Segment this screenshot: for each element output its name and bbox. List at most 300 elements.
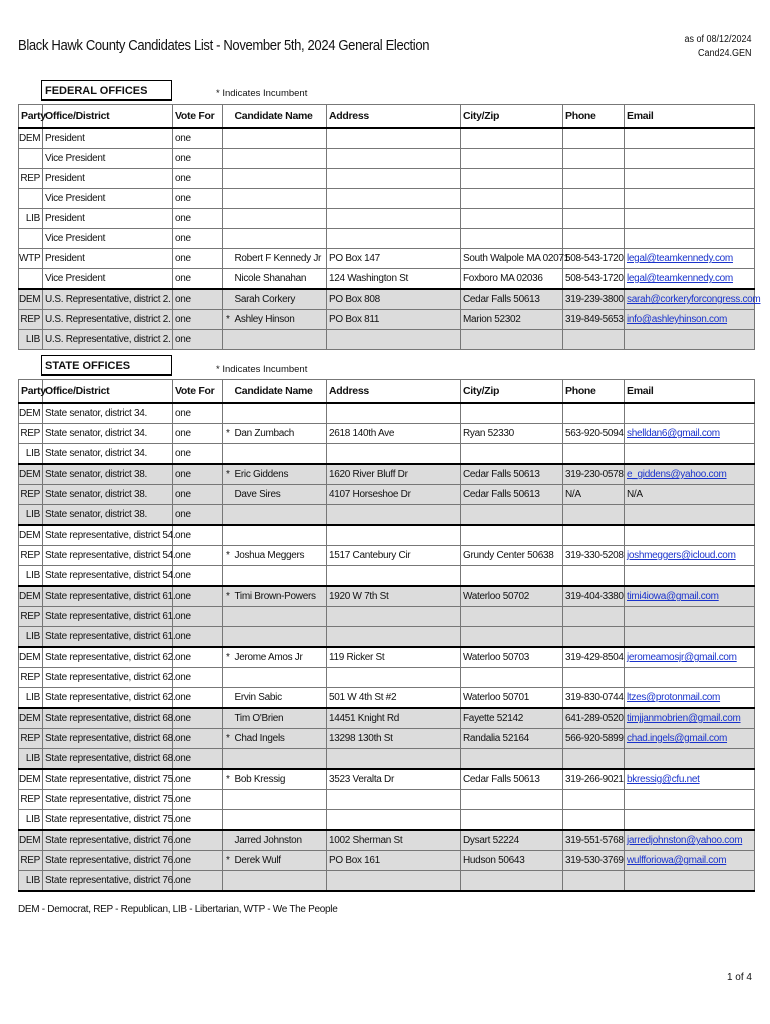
row-party: LIB — [19, 566, 43, 587]
row-candidate-name — [233, 444, 327, 465]
row-vote-for: one — [173, 269, 223, 290]
row-email — [625, 586, 755, 607]
row-office: Vice President — [43, 189, 173, 209]
row-candidate-name: Jarred Johnston — [233, 830, 327, 851]
table-row — [19, 566, 755, 587]
row-address: 119 Ricker St — [327, 647, 461, 668]
row-party — [19, 189, 43, 209]
col-office: Office/District — [43, 380, 173, 404]
row-incumbent-marker — [223, 830, 233, 851]
row-office: State senator, district 38. — [43, 464, 173, 485]
row-phone — [563, 749, 625, 770]
row-party: LIB — [19, 688, 43, 709]
page-number: 1 of 4 — [726, 972, 752, 983]
email-link[interactable]: wulfforiowa@gmail.com — [627, 855, 727, 866]
row-incumbent-marker — [223, 627, 233, 648]
row-candidate-name: Ervin Sabic — [233, 688, 327, 709]
row-vote-for: one — [173, 851, 223, 871]
row-phone: 508-543-1720 — [563, 249, 625, 269]
row-incumbent-marker — [223, 249, 233, 269]
row-candidate-name — [233, 627, 327, 648]
row-party: LIB — [19, 444, 43, 465]
row-incumbent-marker — [223, 871, 233, 892]
email-link[interactable]: jeromeamosjr@gmail.com — [627, 652, 737, 663]
row-office: State senator, district 34. — [43, 444, 173, 465]
row-address — [327, 668, 461, 688]
table-row — [19, 708, 755, 729]
col-incumbent — [223, 105, 233, 129]
row-office: State senator, district 34. — [43, 424, 173, 444]
row-phone — [563, 189, 625, 209]
row-city-zip — [461, 403, 563, 424]
row-email — [625, 403, 755, 424]
row-address — [327, 444, 461, 465]
email-link[interactable]: shelldan6@gmail.com — [627, 428, 720, 439]
row-office: State representative, district 54. — [43, 525, 173, 546]
row-email — [625, 749, 755, 770]
row-incumbent-marker: * — [223, 729, 233, 749]
row-phone: 319-551-5768 — [563, 830, 625, 851]
row-candidate-name — [233, 209, 327, 229]
table-header-row — [19, 105, 755, 129]
row-party: DEM — [19, 708, 43, 729]
row-incumbent-marker — [223, 749, 233, 770]
col-email: Email — [625, 380, 755, 404]
row-vote-for: one — [173, 169, 223, 189]
row-phone: 566-920-5899 — [563, 729, 625, 749]
row-phone — [563, 525, 625, 546]
row-party: LIB — [19, 749, 43, 770]
row-email — [625, 149, 755, 169]
row-candidate-name: Dave Sires — [233, 485, 327, 505]
table-row — [19, 627, 755, 648]
row-incumbent-marker — [223, 269, 233, 290]
row-office: State representative, district 54. — [43, 546, 173, 566]
email-link[interactable]: joshmeggers@icloud.com — [627, 550, 736, 561]
row-email — [625, 485, 755, 505]
row-phone — [563, 330, 625, 350]
row-email — [625, 505, 755, 526]
row-incumbent-marker — [223, 688, 233, 709]
row-incumbent-marker — [223, 485, 233, 505]
email-link[interactable]: info@ashleyhinson.com — [627, 314, 728, 325]
row-email — [625, 444, 755, 465]
row-vote-for: one — [173, 128, 223, 149]
row-city-zip — [461, 871, 563, 892]
row-party: REP — [19, 546, 43, 566]
row-vote-for: one — [173, 249, 223, 269]
row-email — [625, 607, 755, 627]
row-candidate-name — [233, 810, 327, 831]
row-vote-for: one — [173, 830, 223, 851]
row-city-zip: Waterloo 50702 — [461, 586, 563, 607]
row-phone — [563, 810, 625, 831]
row-city-zip — [461, 627, 563, 648]
row-office: Vice President — [43, 149, 173, 169]
row-incumbent-marker: * — [223, 647, 233, 668]
row-vote-for: one — [173, 525, 223, 546]
row-city-zip — [461, 790, 563, 810]
row-incumbent-marker — [223, 668, 233, 688]
party-legend: DEM - Democrat, REP - Republican, LIB - Libertarian, WTP - We The People — [18, 904, 338, 915]
row-vote-for: one — [173, 149, 223, 169]
row-vote-for: one — [173, 424, 223, 444]
row-incumbent-marker — [223, 169, 233, 189]
row-incumbent-marker: * — [223, 769, 233, 790]
row-incumbent-marker: * — [223, 424, 233, 444]
row-incumbent-marker — [223, 810, 233, 831]
row-address — [327, 189, 461, 209]
row-city-zip: Marion 52302 — [461, 310, 563, 330]
row-vote-for: one — [173, 310, 223, 330]
row-address: 1002 Sherman St — [327, 830, 461, 851]
table-row — [19, 668, 755, 688]
row-incumbent-marker: * — [223, 546, 233, 566]
row-candidate-name — [233, 403, 327, 424]
row-address — [327, 229, 461, 249]
row-address — [327, 566, 461, 587]
row-party: LIB — [19, 810, 43, 831]
row-address: 1620 River Bluff Dr — [327, 464, 461, 485]
table-row — [19, 688, 755, 709]
row-candidate-name: Sarah Corkery — [233, 289, 327, 310]
col-vote-for: Vote For — [173, 380, 223, 404]
row-email — [625, 790, 755, 810]
table-row — [19, 310, 755, 330]
row-candidate-name — [233, 525, 327, 546]
row-phone: 319-239-3800 — [563, 289, 625, 310]
row-candidate-name — [233, 149, 327, 169]
row-incumbent-marker: * — [223, 464, 233, 485]
row-vote-for: one — [173, 729, 223, 749]
row-party: REP — [19, 729, 43, 749]
table-row — [19, 647, 755, 668]
row-office: State representative, district 61. — [43, 607, 173, 627]
row-city-zip — [461, 749, 563, 770]
email-link: N/A — [627, 489, 643, 500]
row-phone — [563, 607, 625, 627]
table-row — [19, 485, 755, 505]
federal-offices-label: FEDERAL OFFICES — [41, 80, 172, 101]
row-office: State representative, district 54. — [43, 566, 173, 587]
row-vote-for: one — [173, 229, 223, 249]
row-city-zip — [461, 149, 563, 169]
row-address — [327, 749, 461, 770]
row-city-zip: Cedar Falls 50613 — [461, 485, 563, 505]
row-city-zip: Waterloo 50701 — [461, 688, 563, 709]
email-link[interactable]: sarah@corkeryforcongress.com — [627, 294, 761, 305]
row-phone — [563, 209, 625, 229]
table-row — [19, 871, 755, 892]
col-vote-for: Vote For — [173, 105, 223, 129]
row-city-zip — [461, 189, 563, 209]
row-address — [327, 810, 461, 831]
table-row — [19, 790, 755, 810]
row-address: 1517 Cantebury Cir — [327, 546, 461, 566]
table-row — [19, 830, 755, 851]
row-office: Vice President — [43, 269, 173, 290]
row-office: State representative, district 76. — [43, 830, 173, 851]
row-office: Vice President — [43, 229, 173, 249]
row-office: State representative, district 62. — [43, 688, 173, 709]
row-address: PO Box 811 — [327, 310, 461, 330]
row-party: DEM — [19, 647, 43, 668]
row-candidate-name — [233, 607, 327, 627]
row-candidate-name: Derek Wulf — [233, 851, 327, 871]
email-link[interactable]: ltzes@protonmail.com — [627, 692, 721, 703]
row-office: U.S. Representative, district 2. — [43, 289, 173, 310]
row-office: State senator, district 34. — [43, 403, 173, 424]
table-row — [19, 128, 755, 149]
row-party: WTP — [19, 249, 43, 269]
row-vote-for: one — [173, 871, 223, 892]
row-address: 13298 130th St — [327, 729, 461, 749]
row-city-zip — [461, 444, 563, 465]
row-office: State senator, district 38. — [43, 485, 173, 505]
row-vote-for: one — [173, 586, 223, 607]
row-party: REP — [19, 424, 43, 444]
table-row — [19, 586, 755, 607]
row-party: LIB — [19, 330, 43, 350]
row-office: State representative, district 76. — [43, 871, 173, 892]
row-vote-for: one — [173, 289, 223, 310]
row-address: 501 W 4th St #2 — [327, 688, 461, 709]
row-phone: N/A — [563, 485, 625, 505]
table-row — [19, 169, 755, 189]
row-address — [327, 128, 461, 149]
row-incumbent-marker: * — [223, 310, 233, 330]
table-row — [19, 189, 755, 209]
col-email: Email — [625, 105, 755, 129]
row-office: U.S. Representative, district 2. — [43, 330, 173, 350]
row-address — [327, 149, 461, 169]
row-incumbent-marker — [223, 525, 233, 546]
row-email — [625, 128, 755, 149]
row-city-zip — [461, 668, 563, 688]
col-incumbent — [223, 380, 233, 404]
row-vote-for: one — [173, 505, 223, 526]
row-email — [625, 310, 755, 330]
table-row — [19, 229, 755, 249]
col-party: Party — [19, 380, 43, 404]
row-candidate-name: Timi Brown-Powers — [233, 586, 327, 607]
row-address: 124 Washington St — [327, 269, 461, 290]
row-incumbent-marker — [223, 209, 233, 229]
row-office: State representative, district 68. — [43, 749, 173, 770]
row-incumbent-marker — [223, 505, 233, 526]
row-phone: 319-266-9021 — [563, 769, 625, 790]
row-address — [327, 525, 461, 546]
row-vote-for: one — [173, 810, 223, 831]
row-party: REP — [19, 790, 43, 810]
row-phone — [563, 668, 625, 688]
row-email — [625, 269, 755, 290]
row-candidate-name — [233, 189, 327, 209]
row-candidate-name: Nicole Shanahan — [233, 269, 327, 290]
table-row — [19, 810, 755, 831]
row-party: LIB — [19, 209, 43, 229]
col-city-zip: City/Zip — [461, 105, 563, 129]
row-phone: 319-530-3769 — [563, 851, 625, 871]
row-candidate-name — [233, 330, 327, 350]
row-party: REP — [19, 851, 43, 871]
row-party — [19, 149, 43, 169]
document-title: Black Hawk County Candidates List - November 5th, 2024 General Election — [18, 38, 430, 54]
row-party: DEM — [19, 464, 43, 485]
row-address: PO Box 808 — [327, 289, 461, 310]
row-address — [327, 790, 461, 810]
row-email — [625, 810, 755, 831]
row-party: DEM — [19, 830, 43, 851]
row-vote-for: one — [173, 708, 223, 729]
row-party: DEM — [19, 525, 43, 546]
row-office: State representative, district 61. — [43, 586, 173, 607]
row-incumbent-marker — [223, 444, 233, 465]
row-vote-for: one — [173, 790, 223, 810]
row-email — [625, 668, 755, 688]
row-vote-for: one — [173, 668, 223, 688]
row-party: DEM — [19, 128, 43, 149]
row-vote-for: one — [173, 749, 223, 770]
col-address: Address — [327, 105, 461, 129]
row-phone — [563, 566, 625, 587]
row-candidate-name — [233, 668, 327, 688]
row-city-zip: Ryan 52330 — [461, 424, 563, 444]
row-phone — [563, 128, 625, 149]
table-row — [19, 464, 755, 485]
row-email — [625, 729, 755, 749]
row-candidate-name: Bob Kressig — [233, 769, 327, 790]
row-email — [625, 209, 755, 229]
row-vote-for: one — [173, 189, 223, 209]
row-city-zip: Cedar Falls 50613 — [461, 464, 563, 485]
row-phone — [563, 790, 625, 810]
row-incumbent-marker — [223, 708, 233, 729]
col-phone: Phone — [563, 380, 625, 404]
row-email — [625, 871, 755, 892]
email-link[interactable]: legal@teamkennedy.com — [627, 253, 733, 264]
row-incumbent-marker — [223, 289, 233, 310]
row-email — [625, 189, 755, 209]
row-vote-for: one — [173, 403, 223, 424]
row-city-zip: Randalia 52164 — [461, 729, 563, 749]
row-incumbent-marker — [223, 566, 233, 587]
email-link[interactable]: timi4iowa@gmail.com — [627, 591, 719, 602]
table-row — [19, 269, 755, 290]
row-party: LIB — [19, 505, 43, 526]
table-row — [19, 851, 755, 871]
row-party — [19, 269, 43, 290]
row-incumbent-marker: * — [223, 586, 233, 607]
row-candidate-name — [233, 790, 327, 810]
row-city-zip: Cedar Falls 50613 — [461, 289, 563, 310]
row-incumbent-marker — [223, 403, 233, 424]
row-phone: 319-429-8504 — [563, 647, 625, 668]
row-candidate-name — [233, 505, 327, 526]
table-row — [19, 607, 755, 627]
email-link[interactable]: bkressig@cfu.net — [627, 774, 700, 785]
row-vote-for: one — [173, 566, 223, 587]
row-city-zip: Waterloo 50703 — [461, 647, 563, 668]
row-email — [625, 647, 755, 668]
row-party: DEM — [19, 586, 43, 607]
row-address — [327, 607, 461, 627]
email-link[interactable]: e_giddens@yahoo.com — [627, 469, 727, 480]
row-candidate-name: Jerome Amos Jr — [233, 647, 327, 668]
row-city-zip: Hudson 50643 — [461, 851, 563, 871]
row-city-zip: Dysart 52224 — [461, 830, 563, 851]
row-incumbent-marker — [223, 790, 233, 810]
row-address — [327, 330, 461, 350]
row-vote-for: one — [173, 444, 223, 465]
row-city-zip: Foxboro MA 02036 — [461, 269, 563, 290]
table-row — [19, 444, 755, 465]
row-city-zip — [461, 169, 563, 189]
row-city-zip — [461, 810, 563, 831]
row-party: REP — [19, 310, 43, 330]
row-office: State representative, district 62. — [43, 647, 173, 668]
table-row — [19, 209, 755, 229]
row-email — [625, 289, 761, 310]
row-city-zip — [461, 229, 563, 249]
row-phone: 319-330-5208 — [563, 546, 625, 566]
row-vote-for: one — [173, 769, 223, 790]
row-vote-for: one — [173, 647, 223, 668]
row-party: DEM — [19, 769, 43, 790]
row-office: State representative, district 76. — [43, 851, 173, 871]
row-incumbent-marker — [223, 149, 233, 169]
row-phone — [563, 444, 625, 465]
email-link[interactable]: legal@teamkennedy.com — [627, 273, 733, 284]
table-row — [19, 729, 755, 749]
row-city-zip — [461, 607, 563, 627]
row-party: REP — [19, 607, 43, 627]
state-offices-label: STATE OFFICES — [41, 355, 172, 376]
row-candidate-name — [233, 128, 327, 149]
row-email — [625, 688, 755, 709]
row-candidate-name: Eric Giddens — [233, 464, 327, 485]
row-party: LIB — [19, 871, 43, 892]
row-vote-for: one — [173, 627, 223, 648]
row-office: U.S. Representative, district 2. — [43, 310, 173, 330]
row-address: PO Box 161 — [327, 851, 461, 871]
federal-incumbent-note: * Indicates Incumbent — [216, 88, 308, 99]
row-phone: 319-830-0744 — [563, 688, 625, 709]
row-party: DEM — [19, 403, 43, 424]
row-incumbent-marker — [223, 330, 233, 350]
row-office: State representative, district 61. — [43, 627, 173, 648]
email-link[interactable]: timjjanmobrien@gmail.com — [627, 713, 741, 724]
row-phone — [563, 505, 625, 526]
col-city-zip: City/Zip — [461, 380, 563, 404]
row-office: State representative, district 75. — [43, 810, 173, 831]
document-code: Cand24.GEN — [698, 48, 752, 59]
row-email — [625, 566, 755, 587]
row-incumbent-marker — [223, 189, 233, 209]
row-candidate-name: Dan Zumbach — [233, 424, 327, 444]
email-link[interactable]: chad.ingels@gmail.com — [627, 733, 728, 744]
row-incumbent-marker — [223, 128, 233, 149]
row-phone — [563, 871, 625, 892]
row-address: 2618 140th Ave — [327, 424, 461, 444]
row-vote-for: one — [173, 485, 223, 505]
row-phone — [563, 169, 625, 189]
row-city-zip — [461, 128, 563, 149]
row-party: REP — [19, 668, 43, 688]
col-address: Address — [327, 380, 461, 404]
email-link[interactable]: jarredjohnston@yahoo.com — [627, 835, 743, 846]
row-phone — [563, 403, 625, 424]
